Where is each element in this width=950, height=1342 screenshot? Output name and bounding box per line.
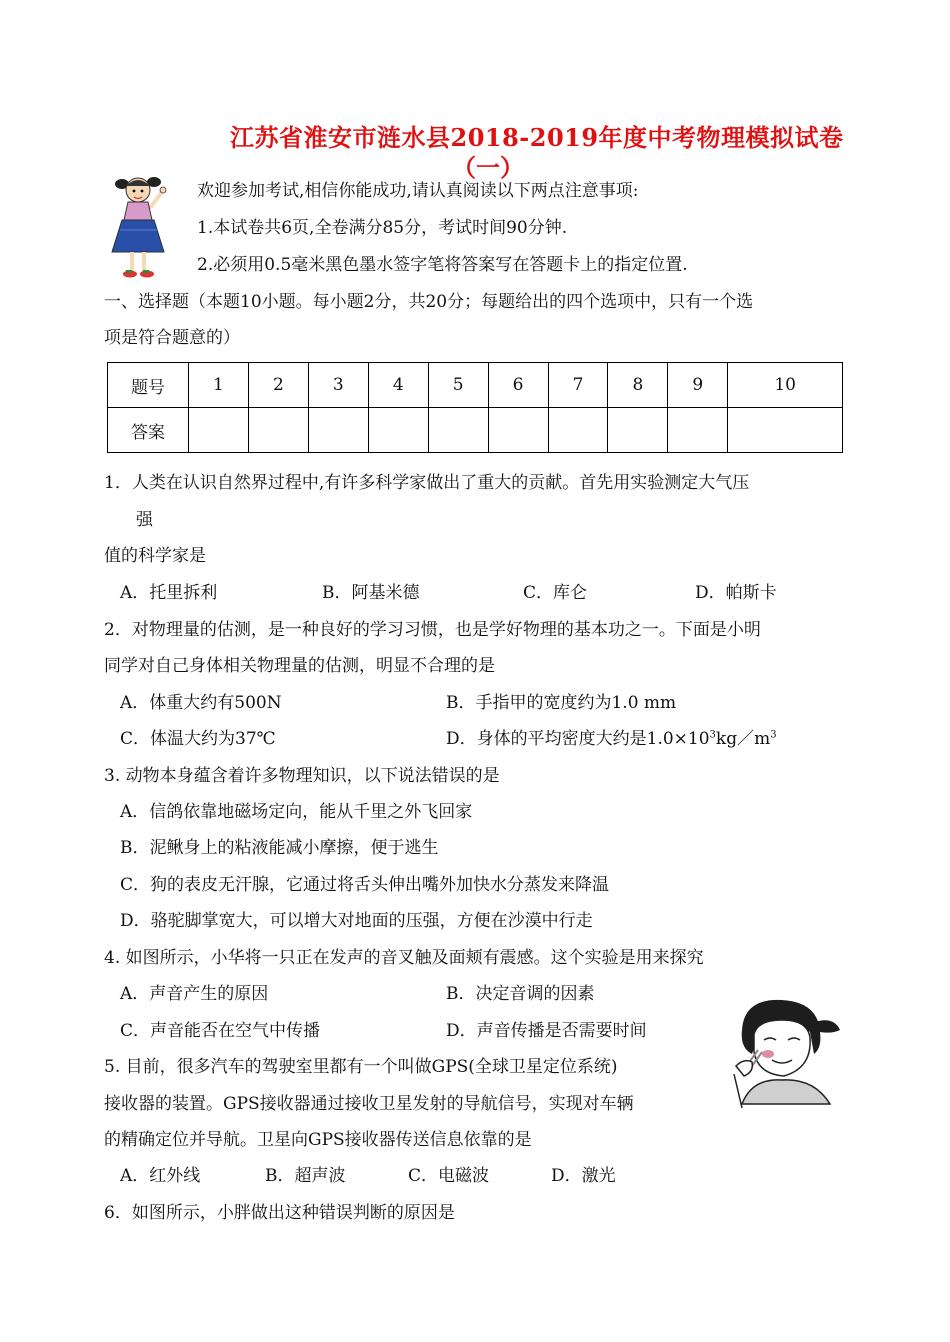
answer-cell[interactable] [189,408,249,453]
girl-cartoon-icon [100,170,180,285]
answer-cell[interactable] [308,408,368,453]
q3-option-a: A．信鸽依靠地磁场定向，能从千里之外飞回家 [120,802,473,822]
q4-option-c: C．声音能否在空气中传播 [120,1021,321,1041]
section-header-line2: 项是符合题意的） [104,328,240,348]
question-number-cell: 4 [368,363,428,408]
question-number-cell: 1 [189,363,249,408]
q6-stem: 6．如图所示，小胖做出这种错误判断的原因是 [104,1203,455,1223]
notice-item-2: 2.必须用0.5毫米黑色墨水签字笔将答案写在答题卡上的指定位置. [197,255,688,275]
question-number-cell: 7 [548,363,608,408]
question-number-cell: 6 [488,363,548,408]
q1-stem-line2: 强 [136,510,153,530]
question-number-cell: 8 [608,363,668,408]
question-number-cell: 9 [668,363,728,408]
q1-stem-line1: 1．人类在认识自然界过程中,有许多科学家做出了重大的贡献。首先用实验测定大气压 [104,473,750,493]
q5-option-d: D．激光 [551,1166,616,1186]
q5-stem-line2: 接收器的装置。GPS接收器通过接收卫星发射的导航信号，实现对车辆 [104,1094,634,1114]
q1-option-a: A．托里拆利 [120,583,218,603]
q5-stem-line1: 5. 目前，很多汽车的驾驶室里都有一个叫做GPS(全球卫星定位系统) [104,1057,618,1077]
q1-option-b: B．阿基米德 [322,583,420,603]
q2-stem-line1: 2．对物理量的估测，是一种良好的学习习惯，也是学好物理的基本功之一。下面是小明 [104,620,761,640]
question-number-cell: 10 [728,363,843,408]
answer-cell[interactable] [548,408,608,453]
q4-option-d: D．声音传播是否需要时间 [446,1021,647,1041]
girl-tuning-fork-icon [722,992,852,1110]
q3-option-d: D．骆驼脚掌宽大，可以增大对地面的压强，方便在沙漠中行走 [120,911,593,931]
answer-label: 答案 [108,408,189,453]
q3-stem: 3. 动物本身蕴含着许多物理知识，以下说法错误的是 [104,766,500,786]
answer-cell[interactable] [368,408,428,453]
q2-option-d [446,724,777,749]
exam-subtitle: （一） [452,153,524,182]
question-number-label: 题号 [108,363,189,408]
q5-option-c: C．电磁波 [408,1166,490,1186]
q5-stem-line3: 的精确定位并导航。卫星向GPS接收器传送信息依靠的是 [104,1130,532,1150]
q3-option-c: C．狗的表皮无汗腺，它通过将舌头伸出嘴外加快水分蒸发来降温 [120,875,610,895]
answer-cell[interactable] [488,408,548,453]
q4-option-b: B．决定音调的因素 [446,984,595,1004]
q2-option-b: B．手指甲的宽度约为1.0 mm [446,693,677,713]
answer-cell[interactable] [728,408,843,453]
notice-item-1: 1.本试卷共6页,全卷满分85分，考试时间90分钟. [197,218,568,238]
question-number-cell: 3 [308,363,368,408]
question-number-row [108,363,843,408]
q2-option-d-text: D．身体的平均密度大约是1.0×10 [446,729,710,749]
q2-option-c: C．体温大约为37℃ [120,729,276,749]
answer-table [107,362,843,453]
q5-option-a: A．红外线 [120,1166,201,1186]
q2-option-a: A．体重大约有500N [120,693,282,713]
question-number-cell: 2 [248,363,308,408]
answer-cell[interactable] [248,408,308,453]
q1-option-d: D．帕斯卡 [695,583,777,603]
q3-option-b: B．泥鳅身上的粘液能减小摩擦，便于逃生 [120,838,439,858]
q5-option-b: B．超声波 [265,1166,346,1186]
answer-row [108,408,843,453]
answer-cell[interactable] [608,408,668,453]
question-number-cell: 5 [428,363,488,408]
q2-option-d-unit-exponent: 3 [770,729,777,741]
q1-option-c: C．库仑 [523,583,588,603]
q4-stem: 4. 如图所示，小华将一只正在发声的音叉触及面颊有震感。这个实验是用来探究 [104,948,704,968]
notice-intro: 欢迎参加考试,相信你能成功,请认真阅读以下两点注意事项: [197,181,639,201]
answer-cell[interactable] [428,408,488,453]
q2-option-d-unit: kg／m [715,729,771,749]
q1-stem-line3: 值的科学家是 [104,546,206,566]
q2-stem-line2: 同学对自己身体相关物理量的估测，明显不合理的是 [104,656,495,676]
exam-title: 江苏省淮安市涟水县2018-2019年度中考物理模拟试卷 [230,123,844,152]
q2-option-d-exponent: 3 [709,729,716,741]
q4-option-a: A．声音产生的原因 [120,984,269,1004]
answer-cell[interactable] [668,408,728,453]
section-header-line1: 一、选择题（本题10小题。每小题2分，共20分；每题给出的四个选项中，只有一个选 [104,292,754,312]
